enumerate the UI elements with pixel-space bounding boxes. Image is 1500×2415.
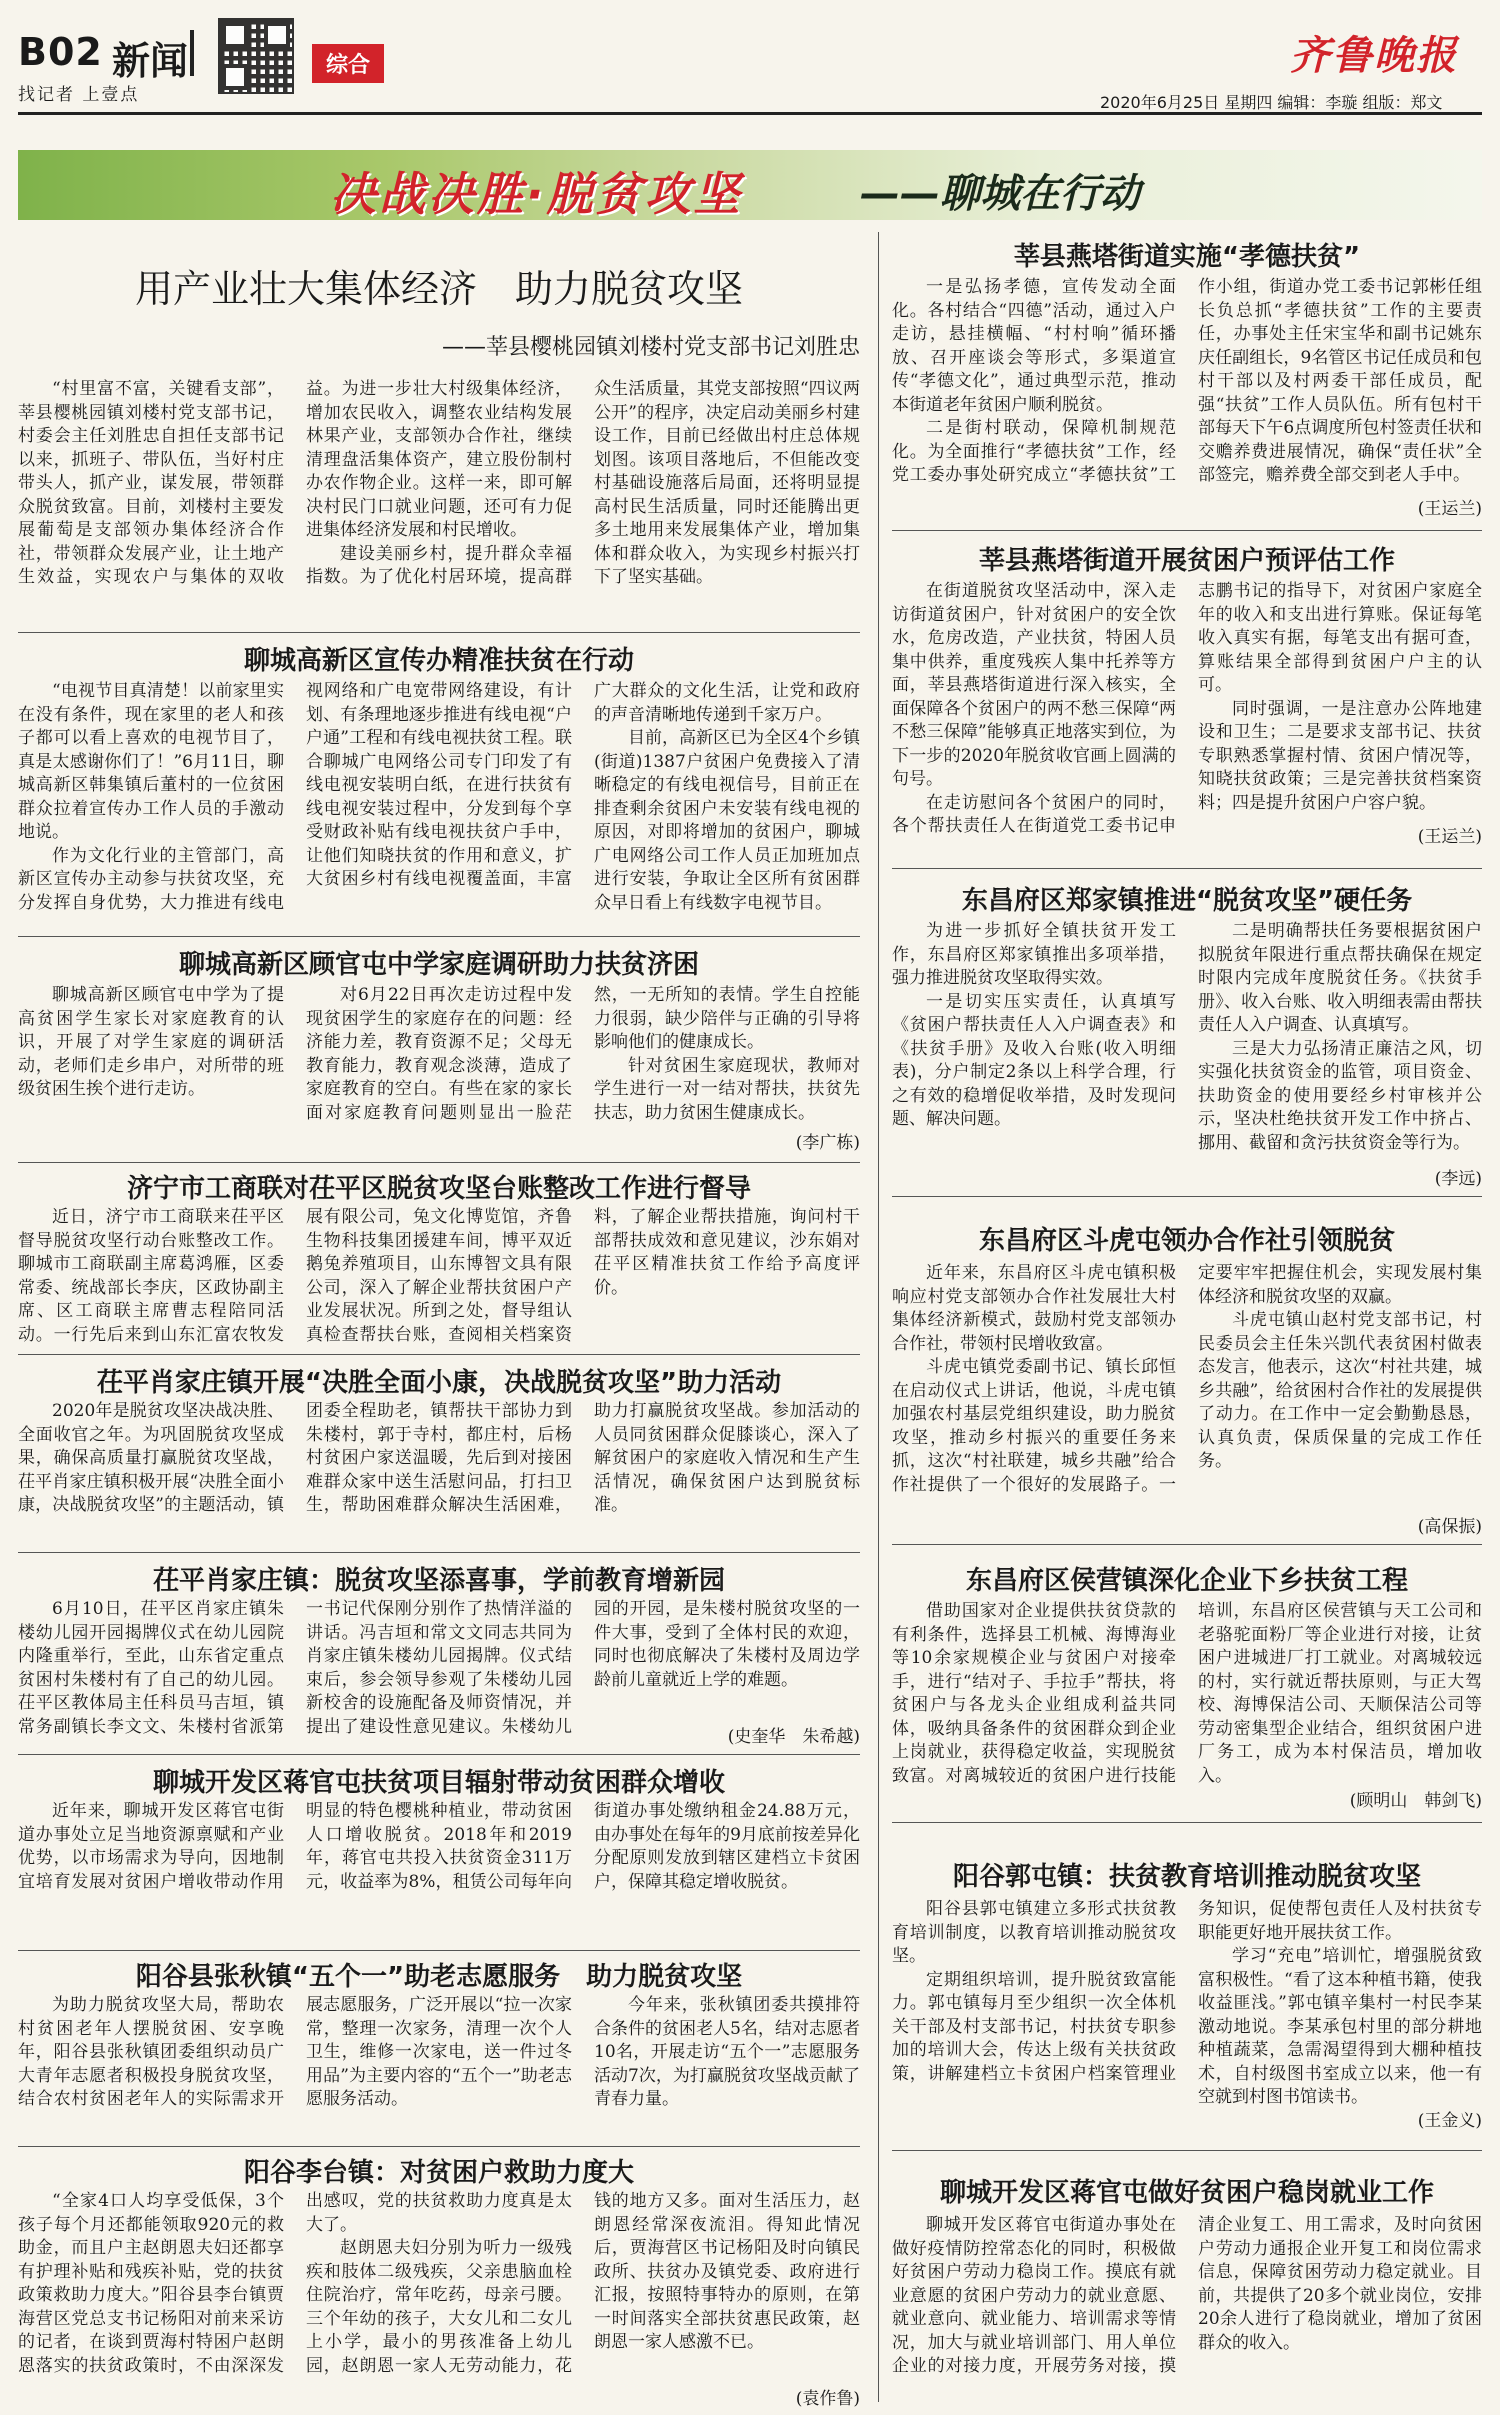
date-editor-line: 2020年6月25日 星期四 编辑：李璇 组版：郑文: [1100, 93, 1443, 112]
divider: [18, 1552, 860, 1553]
article-body: [18, 2190, 860, 2380]
divider: [892, 530, 1482, 531]
paragraph: “村里富不富，关键看支部”，莘县樱桃园镇刘楼村党支部书记，村委会主任刘胜忠自担任支部书记以来，抓班子、带队伍，当好村庄带头人，抓产业，谋发展，带领群众脱贫致富。目前，刘楼村主要发展葡萄是支部领办集体经济合作社，带领群众发展产业，让土地产生效益，实现农户与集体的双收益。为进一步壮大村级集体经济，增加农民收入，调整农业结构发展林果产业，支部领办合作社，继续清理盘活集体资产，建立股份制村办农作物企业。这样一来，即可解决村民门口就业问题，还可有力促进集体经济发展和村民增收。: [18, 379, 572, 587]
divider: [18, 2146, 860, 2147]
byline: (王运兰): [1417, 827, 1482, 847]
paragraph: 一是切实压实责任，认真填写《贫困户帮扶责任人入户调查表》和《扶贫手册》及收入台账(收入明细表)，分户制定2条以上科学合理，行之有效的稳增促收举措，及时发现问题、解决问题。: [892, 991, 1176, 1129]
divider: [892, 2150, 1482, 2151]
paragraph: 作为文化行业的主管部门，高新区宣传办主动参与扶贫攻坚，充分发挥自身优势，大力推进有线电视网络和广电宽带网络建设，有计划、有条理地逐步推进有线电视“户户通”工程和有线电视扶贫工程。联合聊城广电网络公司专门印发了有线电视安装明白纸，在进行扶贫有线电视安装过程中，分发到每个享受财政补贴有线电视扶贫户手中，让他们知晓扶贫的作用和意义，扩大贫困乡村有线电视覆盖面，丰富广大群众的文化生活，让党和政府的声音清晰地传递到千家万户。: [18, 681, 860, 913]
paragraph: 近日，济宁市工商联来茌平区督导脱贫攻坚行动台账整改工作。聊城市工商联副主席葛鸿雁，区委常委、统战部长李庆，区政协副主席、区工商联主席曹志程陪同活动。一行先后来到山东汇富农牧发展有限公司，兔文化博览馆，齐鲁生物科技集团援建车间，博平双近鹅兔养殖项目，山东博智文具有限公司，深入了解企业帮扶贫困户产业发展状况。所到之处，督导组认真检查帮扶台账，查阅相关档案资料，了解企业帮扶措施，询问村干部帮扶成效和意见建议，沙东娟对茌平区精准扶贫工作给予高度评价。: [18, 1207, 860, 1345]
divider: [18, 936, 860, 937]
byline: (史奎华 朱希越): [727, 1727, 860, 1747]
article-body: [892, 1898, 1482, 2126]
article-body: [18, 680, 860, 930]
paragraph: 斗虎屯镇山赵村党支部书记，村民委员会主任朱兴凯代表贫困村做表态发言，他表示，这次“村社共建，城乡共融”，给贫困村合作社的发展提供了动力。在工作中一定会勤勤恳恳，认真负责，保质保量的完成工作任务。: [1198, 1310, 1482, 1471]
paragraph: 赵朗恩夫妇分别为听力一级残疾和肢体二级残疾，父亲患脑血栓住院治疗，常年吃药，母亲弓腰。三个年幼的孩子，大女儿和二女儿上小学，最小的男孩准备上幼儿园，赵朗恩一家人无劳动能力，花钱的地方又多。面对生活压力，赵朗恩经常深夜流泪。得知此情况后，贾海营区书记杨阳及时向镇民政所、扶贫办及镇党委、政府进行汇报，按照特事特办的原则，在第一时间落实全部扶贫惠民政策，赵朗恩一家人感激不已。: [306, 2191, 860, 2376]
article-body: [892, 276, 1482, 512]
paragraph: 三是大力弘扬清正廉洁之风，切实强化扶贫资金的监管，项目资金、扶助资金的使用要经乡村审核并公示，坚决杜绝扶贫开发工作中挤占、挪用、截留和贪污扶贫资金等行为。: [1198, 1038, 1482, 1153]
article-body: [892, 580, 1482, 846]
paragraph: 今年来，张秋镇团委共摸排符合条件的贫困老人5名，结对志愿者10名，开展走访“五个一”志愿服务活动7次，为打赢脱贫攻坚战贡献了青春力量。: [594, 1995, 860, 2109]
campaign-banner: [18, 150, 1482, 220]
header-divider: [190, 30, 194, 76]
article-title: 阳谷县张秋镇“五个一”助老志愿服务 助力脱贫攻坚: [135, 1962, 743, 1992]
byline: (王运兰): [1417, 499, 1482, 519]
paragraph: 一是弘扬孝德，宣传发动全面化。各村结合“四德”活动，通过入户走访，悬挂横幅、“村村响”循环播放、召开座谈会等形式，多渠道宣传“孝德文化”，通过典型示范，推动本街道老年贫困户顺利脱贫。: [892, 277, 1176, 415]
article-body: [18, 378, 860, 628]
byline: (袁作鲁): [795, 2389, 860, 2409]
paragraph: “全家4口人均享受低保，3个孩子每个月还都能领取920元的救助金，而且户主赵朗恩夫妇还都享有护理补贴和残疾补贴，党的扶贫政策救助力度大。”阳谷县李台镇贾海营区党总支书记杨阳对前来采访的记者，在谈到贾海村特困户赵朗恩落实的扶贫政策时，不由深深发出感叹，党的扶贫救助力度真是太大了。: [18, 2191, 572, 2376]
column-divider: [878, 232, 879, 2402]
article-body: [892, 1262, 1482, 1532]
article-title: 阳谷李台镇：对贫困户救助力度大: [243, 2158, 634, 2188]
banner-column: ——聊城在行动: [860, 171, 1140, 217]
article-body: [892, 2214, 1482, 2404]
paragraph: 在街道脱贫攻坚活动中，深入走访街道贫困户，针对贫困户的安全饮水，危房改造，产业扶贫，特困人员集中供养，重度残疾人集中托养等方面，莘县燕塔街道进行深入核实，全面保障各个贫困户的两不愁三保障“两不愁三保障”能够真正地落实到位，为下一步的2020年脱贫收官画上圆满的句号。: [892, 581, 1176, 789]
article-title: 东昌府区侯营镇深化企业下乡扶贫工程: [965, 1566, 1408, 1596]
divider: [18, 1354, 860, 1355]
banner-slogan: 决战决胜·脱贫攻坚: [330, 167, 743, 221]
paragraph: 目前，高新区已为全区4个乡镇(街道)1387户贫困户免费接入了清晰稳定的有线电视信号，目前正在排查剩余贫困户未安装有线电视的原因，对即将增加的贫困户，聊城广电网络公司工作人员正加班加点进行安装，争取让全区所有贫困群众早日看上有线数字电视节目。: [594, 728, 860, 913]
divider: [892, 868, 1482, 869]
paragraph: 建设美丽乡村，提升群众幸福指数。为了优化村居环境，提高群众生活质量，其党支部按照“四议两公开”的程序，决定启动美丽乡村建设工作，目前已经做出村庄总体规划图。该项目落地后，不但能改变村基础设施落后局面，还将明显提高村民生活质量，同时还能腾出更多土地用来发展集体产业，增加集体和群众收入，为实现乡村振兴打下了坚实基础。: [306, 379, 860, 587]
article-title: 莘县燕塔街道实施“孝德扶贫”: [1013, 242, 1361, 272]
paragraph: 阳谷县郭屯镇建立多形式扶贫教育培训制度，以教育培训推动脱贫攻坚。: [892, 1899, 1176, 1966]
paragraph: 近年来，东昌府区斗虎屯镇积极响应村党支部领办合作社发展壮大村集体经济新模式，鼓励村党支部领办合作社，带领村民增收致富。: [892, 1263, 1176, 1354]
article-title: 聊城开发区蒋官屯扶贫项目辐射带动贫困群众增收: [152, 1768, 725, 1798]
paragraph: 二是街村联动，保障机制规范化。为全面推行“孝德扶贫”工作，经党工委办事处研究成立“孝德扶贫”工作小组，街道办党工委书记郭彬任组长负总抓“孝德扶贫”工作的主要责任，办事处主任宋宝华和副书记姚东庆任副组长，9名管区书记任成员和包村干部以及村两委干部任成员，配强“扶贫”工作人员队伍。所有包村干部每天下午6点调度所包村签责任状和交赡养费进展情况，确保“责任状”全部签完，赡养费全部交到老人手中。: [892, 277, 1482, 485]
header-rule: [18, 112, 1482, 115]
paragraph: 针对贫困生家庭现状，教师对学生进行一对一结对帮扶，扶贫先扶志，助力贫困生健康成长。: [594, 1055, 860, 1123]
article-body: [18, 1400, 860, 1544]
paragraph: 为进一步抓好全镇扶贫开发工作，东昌府区郑家镇推出多项举措，强力推进脱贫攻坚取得实效。: [892, 921, 1176, 988]
divider: [892, 1544, 1482, 1545]
divider: [18, 1754, 860, 1755]
article-title: 茌平肖家庄镇：脱贫攻坚添喜事，学前教育增新园: [152, 1566, 725, 1596]
article-body: [892, 920, 1482, 1188]
section-name: 新闻: [112, 39, 189, 83]
paragraph: 为助力脱贫攻坚大局，帮助农村贫困老年人摆脱贫困、安享晚年，阳谷县张秋镇团委组织动员广大青年志愿者积极投身脱贫攻坚，结合农村贫困老年人的实际需求开展志愿服务，广泛开展以“拉一次家常，整理一次家务，清理一次个人卫生，维修一次家电，送一件过冬用品”为主要内容的“五个一”助老志愿服务活动。: [18, 1995, 572, 2109]
article-body: [892, 1600, 1482, 1790]
paragraph: 聊城高新区顾官屯中学为了提高贫困学生家长对家庭教育的认识，开展了对学生家庭的调研活动，老师们走乡串户，对所带的班级贫困生挨个进行走访。: [18, 985, 284, 1099]
reporter-line: 找记者 上壹点: [18, 85, 140, 105]
paragraph: 在走访慰问各个贫困户的同时，各个帮扶责任人在街道党工委书记申志鹏书记的指导下，对贫困户家庭全年的收入和支出进行算账。保证每笔收入真实有据，每笔支出有据可查，算账结果全部得到贫困户户主的认可。: [892, 581, 1482, 836]
paragraph: “电视节目真清楚！以前家里实在没有条件，现在家里的老人和孩子都可以看上喜欢的电视节目了，真是太感谢你们了！”6月11日，聊城高新区韩集镇后董村的一位贫困群众拉着宣传办工作人员的手激动地说。: [18, 681, 284, 842]
paragraph: 斗虎屯镇党委副书记、镇长邱恒在启动仪式上讲话，他说，斗虎屯镇加强农村基层党组织建设，助力脱贫攻坚，推动乡村振兴的重要任务来抓，这次“村社联建，城乡共融”给合作社提供了一个很好的发展路子。一定要牢牢把握住机会，实现发展村集体经济和脱贫攻坚的双赢。: [892, 1263, 1482, 1495]
masthead-logo: 齐鲁晚报: [1290, 32, 1458, 79]
article-title: 东昌府区郑家镇推进“脱贫攻坚”硬任务: [961, 886, 1413, 916]
article-title: 东昌府区斗虎屯领办合作社引领脱贫: [978, 1226, 1395, 1256]
divider: [18, 632, 860, 633]
article-body: [18, 1994, 860, 2138]
paragraph: 6月10日，茌平区肖家庄镇朱楼幼儿园开园揭牌仪式在幼儿园院内隆重举行，至此，山东省定重点贫困村朱楼村有了自己的幼儿园。茌平区教体局主任科员马吉垣，镇常务副镇长李文文、朱楼村省派第一书记代保刚分别作了热情洋溢的讲话。冯吉垣和常文文同志共同为肖家庄镇朱楼幼儿园揭牌。仪式结束后，参会领导参观了朱楼幼儿园新校舍的设施配备及师资情况，并提出了建设性意见建议。朱楼幼儿园的开园，是朱楼村脱贫攻坚的一件大事，受到了全体村民的欢迎，同时也彻底解决了朱楼村及周边学龄前儿童就近上学的难题。: [18, 1599, 860, 1737]
byline: (王金义): [1417, 2111, 1482, 2131]
divider: [18, 1950, 860, 1951]
paragraph: 借助国家对企业提供扶贫贷款的有利条件，选择县工机械、海博海业等10余家规模企业与贫困户对接牵手，进行“结对子、手拉手”帮扶，将贫困户与各龙头企业组成利益共同体，吸纳具备条件的贫困群众到企业上岗就业，获得稳定收益，实现脱贫致富。对离城较近的贫困户进行技能培训，东昌府区侯营镇与天工公司和老骆驼面粉厂等企业进行对接，让贫困户进城进厂打工就业。对离城较远的村，实行就近帮扶原则，与正大驾校、海博保洁公司、天顺保洁公司等劳动密集型企业结合，组织贫困户进厂务工，成为本村保洁员，增加收入。: [892, 1601, 1482, 1786]
article-title: 聊城高新区顾官屯中学家庭调研助力扶贫济困: [178, 950, 699, 980]
article-title: 用产业壮大集体经济 助力脱贫攻坚: [134, 267, 743, 311]
article-title: 莘县燕塔街道开展贫困户预评估工作: [978, 546, 1395, 576]
paragraph: 2020年是脱贫攻坚决战决胜、全面收官之年。为巩固脱贫攻坚成果，确保高质量打赢脱贫攻坚战，茌平肖家庄镇积极开展“决胜全面小康，决战脱贫攻坚”的主题活动，镇团委全程助老，镇帮扶干部协力到朱楼村，郭于寺村，都庄村，后杨村贫困户家送温暖，先后到对接困难群众家中送生活慰问品，打扫卫生，帮助困难群众解决生活困难，助力打赢脱贫攻坚战。参加活动的人员同贫困群众促膝谈心，深入了解贫困户的家庭收入情况和生产生活情况，确保贫困户达到脱贫标准。: [18, 1401, 860, 1515]
divider: [892, 1822, 1482, 1823]
article-body: [18, 1206, 860, 1348]
paragraph: 对6月22日再次走访过程中发现贫困学生的家庭存在的问题：经济能力差，教育资源不足；父母无教育能力，教育观念淡薄，造成了家庭教育的空白。有些在家的家长面对家庭教育问题则显出一脸茫然，一无所知的表情。学生自控能力很弱，缺少陪伴与正确的引导将影响他们的健康成长。: [306, 985, 860, 1123]
article-title: 阳谷郭屯镇：扶贫教育培训推动脱贫攻坚: [952, 1862, 1421, 1892]
article-title: 聊城开发区蒋官屯做好贫困户稳岗就业工作: [939, 2178, 1434, 2208]
article-title: 聊城高新区宣传办精准扶贫在行动: [243, 646, 634, 676]
byline: (李远): [1434, 1169, 1482, 1189]
paragraph: 近年来，聊城开发区蒋官屯街道办事处立足当地资源禀赋和产业优势，以市场需求为导向，因地制宜培育发展对贫困户增收带动作用明显的特色樱桃种植业，带动贫困人口增收脱贫。2018年和2019年，蒋官屯共投入扶贫资金311万元，收益率为8%，租赁公司每年向街道办事处缴纳租金24.88万元，由办事处在每年的9月底前按差异化分配原则发放到辖区建档立卡贫困户，保障其稳定增收脱贫。: [18, 1801, 860, 1892]
paragraph: 聊城开发区蒋官屯街道办事处在做好疫情防控常态化的同时，积极做好贫困户劳动力稳岗工作。摸底有就业意愿的贫困户劳动力的就业意愿、就业意向、就业能力、培训需求等情况，加大与就业培训部门、用人单位企业的对接力度，开展劳务对接，摸清企业复工、用工需求，及时向贫困户劳动力通报企业开复工和岗位需求信息，保障贫困劳动力稳定就业。目前，共提供了20多个就业岗位，安排20余人进行了稳岗就业，增加了贫困群众的收入。: [892, 2215, 1482, 2376]
article-body: [18, 1800, 860, 1942]
page-number: B02: [18, 30, 103, 74]
article-title: 济宁市工商联对茌平区脱贫攻坚台账整改工作进行督导: [126, 1174, 751, 1204]
byline: (顾明山 韩剑飞): [1349, 1791, 1482, 1811]
paragraph: 同时强调，一是注意办公阵地建设和卫生；二是要求支部书记、扶贫专职熟悉掌握村情、贫困户情况等，知晓扶贫政策；三是完善扶贫档案资料；四是提升贫困户户容户貌。: [1198, 698, 1482, 813]
byline: (李广栋): [795, 1133, 860, 1153]
article-subtitle: ——莘县樱桃园镇刘楼村党支部书记刘胜忠: [441, 335, 860, 360]
qr-code-icon[interactable]: [218, 18, 294, 94]
paragraph: 学习“充电”培训忙，增强脱贫致富积极性。“看了这本种植书籍，使我收益匪浅。”郭屯镇辛集村一村民李某激动地说。李某承包村里的部分耕地种植蔬菜，急需渴望得到大棚种植技术，自村级图书室成立以来，他一有空就到村图书馆读书。: [1198, 1946, 1482, 2107]
paragraph: 定期组织培训，提升脱贫致富能力。郭屯镇每月至少组织一次全体机关干部及村支部书记，村扶贫专职参加的培训大会，传达上级有关扶贫政策，讲解建档立卡贫困户档案管理业务知识，促使帮包责任人及村扶贫专职能更好地开展扶贫工作。: [892, 1899, 1482, 2084]
paragraph: 二是明确帮扶任务要根据贫困户拟脱贫年限进行重点帮扶确保在规定时限内完成年度脱贫任务。《扶贫手册》、收入台账、收入明细表需由帮扶责任人入户调查、认真填写。: [1198, 921, 1482, 1035]
article-title: 茌平肖家庄镇开展“决胜全面小康，决战脱贫攻坚”助力活动: [96, 1368, 782, 1398]
byline: (高保振): [1417, 1517, 1482, 1537]
divider: [892, 1196, 1482, 1197]
divider: [18, 1162, 860, 1163]
section-badge: 综合: [312, 44, 384, 83]
